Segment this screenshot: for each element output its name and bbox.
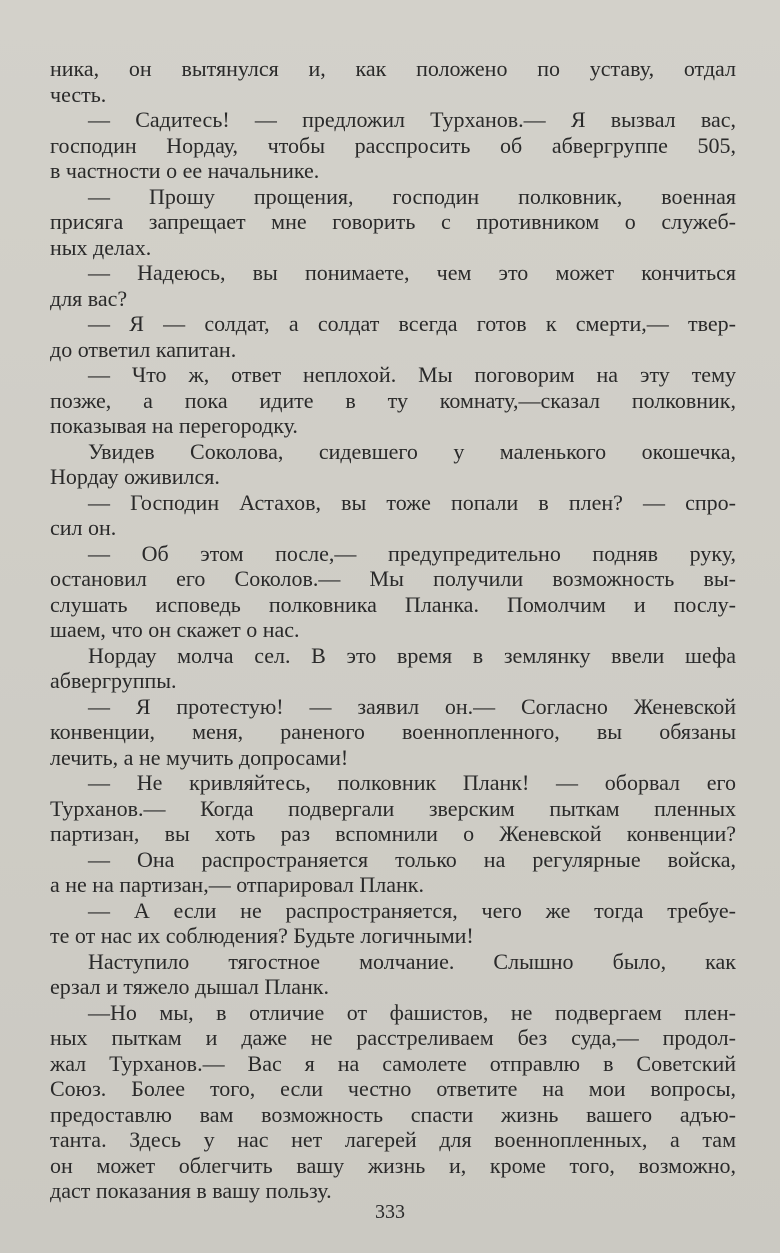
text-line: — Она распространяется только на регулярные войска, — [88, 846, 736, 872]
text-line: Увидев Соколова, сидевшего у маленького окошечка, — [88, 438, 736, 464]
text-line: он может облегчить вашу жизнь и, кроме того, возможно, — [50, 1152, 736, 1178]
text-line: лечить, а не мучить допросами! — [50, 744, 349, 770]
text-line: — Прошу прощения, господин полковник, военная — [88, 183, 736, 209]
text-line: — Что ж, ответ неплохой. Мы поговорим на эту тему — [88, 362, 736, 387]
text-line: шаем, что он скажет о нас. — [50, 617, 300, 642]
text-line: ерзал и тяжело дышал Планк. — [50, 974, 329, 999]
text-line: ных делах. — [50, 234, 152, 260]
text-line: — Об этом после,— предупредительно подняв руку, — [88, 540, 736, 566]
text-line: присяга запрещает мне говорить с противником о служеб- — [50, 209, 736, 234]
text-line: показывая на перегородку. — [50, 413, 298, 438]
text-line: Нордау молча сел. В это время в землянку ввели шефа — [88, 642, 736, 668]
text-line: — Я протестую! — заявил он.— Согласно Женевской — [88, 693, 736, 719]
text-line: те от нас их соблюдения? Будьте логичными! — [50, 923, 474, 948]
text-line: в частности о ее начальнике. — [50, 158, 320, 183]
text-line: танта. Здесь у нас нет лагерей для военнопленных, а там — [50, 1127, 736, 1152]
text-line: ника, он вытянулся и, как положено по уставу, отдал — [50, 56, 736, 81]
page-number: 333 — [375, 1201, 405, 1223]
text-line: — Не кривляйтесь, полковник Планк! — оборвал его — [88, 770, 736, 795]
text-line: позже, а пока идите в ту комнату,—сказал полковник, — [50, 387, 736, 413]
text-line: абвергруппы. — [50, 668, 177, 693]
text-line: Союз. Более того, если честно ответите на мои вопросы, — [50, 1076, 736, 1101]
text-line: до ответил капитан. — [50, 336, 237, 362]
text-line: — Садитесь! — предложил Турханов.— Я вызвал вас, — [88, 107, 736, 132]
text-line: честь. — [50, 81, 107, 107]
text-line: — А если не распространяется, чего же тогда требуе- — [88, 897, 736, 923]
text-line: а не на партизан,— отпарировал Планк. — [50, 872, 424, 897]
text-line: ных пыткам и даже не расстреливаем без суда,— продол- — [50, 1025, 736, 1050]
text-line: конвенции, меня, раненого военнопленного, вы обязаны — [50, 719, 736, 744]
text-line: Турханов.— Когда подвергали зверским пыткам пленных — [50, 795, 736, 821]
body-text — [50, 56, 736, 1204]
text-line: господин Нордау, чтобы расспросить об абвергруппе 505, — [50, 132, 736, 158]
text-line: — Я — солдат, а солдат всегда готов к смерти,— твер- — [88, 311, 736, 336]
text-line: партизан, вы хоть раз вспомнили о Женевской конвенции? — [50, 821, 736, 846]
text-line: для вас? — [50, 285, 128, 311]
text-line: предоставлю вам возможность спасти жизнь вашего адъю- — [50, 1101, 736, 1127]
text-line: даст показания в вашу пользу. — [50, 1178, 332, 1203]
text-line: —Но мы, в отличие от фашистов, не подвергаем плен- — [88, 999, 736, 1025]
text-line: жал Турханов.— Вас я на самолете отправлю в Советский — [50, 1050, 736, 1076]
text-line: слушать исповедь полковника Планка. Помолчим и послу- — [50, 591, 736, 617]
text-line: Наступило тягостное молчание. Слышно было, как — [88, 948, 736, 974]
text-line: — Господин Астахов, вы тоже попали в плен? — спро- — [88, 489, 736, 515]
text-line: — Надеюсь, вы понимаете, чем это может кончиться — [88, 260, 736, 285]
text-line: сил он. — [50, 515, 117, 540]
text-line: остановил его Соколов.— Мы получили возможность вы- — [50, 566, 736, 591]
text-line: Нордау оживился. — [50, 464, 220, 489]
